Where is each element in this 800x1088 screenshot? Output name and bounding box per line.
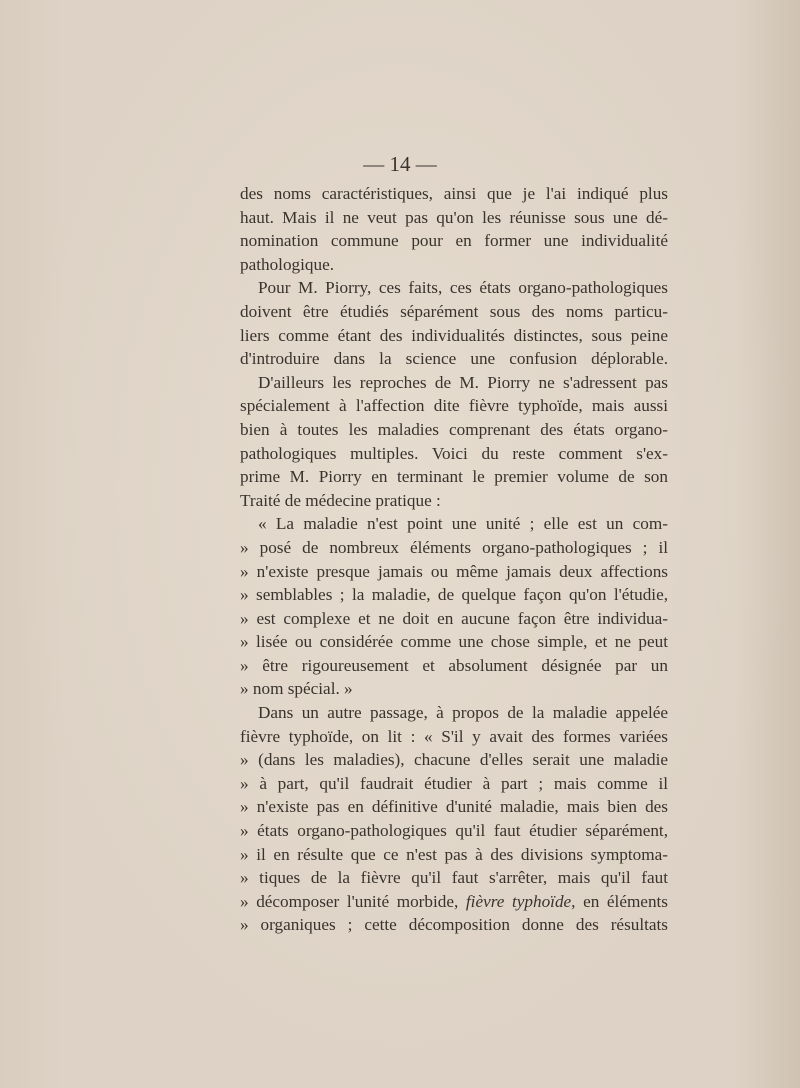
quote-line: » à part, qu'il faudrait étudier à part ; mais comme il — [240, 773, 668, 793]
quote-line: » il en résulte que ce n'est pas à des divisions symptoma- — [240, 844, 668, 864]
text-line: des noms caractéristiques, ainsi que je l'ai indiqué plus — [240, 184, 668, 203]
quote-line: » être rigoureusement et absolument désignée par un — [240, 655, 668, 675]
quote-line: « La maladie n'est point une unité ; elle est un com- — [258, 514, 668, 534]
text-line: d'introduire dans la science une confusion déplorable. — [240, 349, 668, 369]
body-text — [240, 182, 668, 937]
text-line: Pour M. Piorry, ces faits, ces états organo-pathologiques — [258, 278, 668, 298]
text-line: bien à toutes les maladies comprenant des états organo- — [240, 419, 668, 439]
quote-text: » décomposer l'unité morbide, — [240, 891, 466, 911]
quote-text: , en éléments — [571, 891, 668, 911]
quote-line: » nom spécial. » — [240, 679, 353, 699]
quote-line: » n'existe presque jamais ou même jamais deux affections — [240, 561, 668, 581]
text-line: pathologiques multiples. Voici du reste comment s'ex- — [240, 443, 668, 463]
text-line: fièvre typhoïde, on lit : « S'il y avait des formes variées — [240, 726, 668, 746]
quote-line: » n'existe pas en définitive d'unité maladie, mais bien des — [240, 797, 668, 817]
quote-line: » états organo-pathologiques qu'il faut étudier séparément, — [240, 821, 668, 841]
text-line: pathologique. — [240, 254, 335, 274]
italic-term: fièvre typhoïde — [465, 891, 572, 911]
page-number: — 14 — — [363, 152, 437, 176]
quote-line: » est complexe et ne doit en aucune façon être individua- — [240, 608, 668, 628]
text-line: Traité de médecine pratique : — [240, 490, 441, 510]
text-line: prime M. Piorry en terminant le premier volume de son — [240, 467, 668, 487]
text-line: liers comme étant des individualités distinctes, sous peine — [240, 325, 668, 345]
quote-line: » posé de nombreux éléments organo-pathologiques ; il — [240, 537, 668, 557]
quote-line: » tiques de la fièvre qu'il faut s'arrêter, mais qu'il faut — [240, 868, 668, 888]
text-line: nomination commune pour en former une individualité — [240, 231, 668, 251]
text-line: haut. Mais il ne veut pas qu'on les réunisse sous une dé- — [240, 207, 668, 227]
quote-line: » (dans les maladies), chacune d'elles serait une maladie — [240, 750, 668, 770]
text-line: spécialement à l'affection dite fièvre typhoïde, mais aussi — [240, 396, 668, 416]
text-line: D'ailleurs les reproches de M. Piorry ne s'adressent pas — [258, 372, 668, 392]
quote-line: » organiques ; cette décomposition donne des résultats — [240, 915, 668, 935]
quote-line-with-italic — [240, 890, 668, 914]
quote-line: » lisée ou considérée comme une chose simple, et ne peut — [240, 632, 668, 652]
quote-line: » semblables ; la maladie, de quelque façon qu'on l'étudie, — [240, 585, 668, 605]
text-line: doivent être étudiés séparément sous des noms particu- — [240, 301, 668, 321]
text-line: Dans un autre passage, à propos de la maladie appelée — [258, 703, 668, 723]
